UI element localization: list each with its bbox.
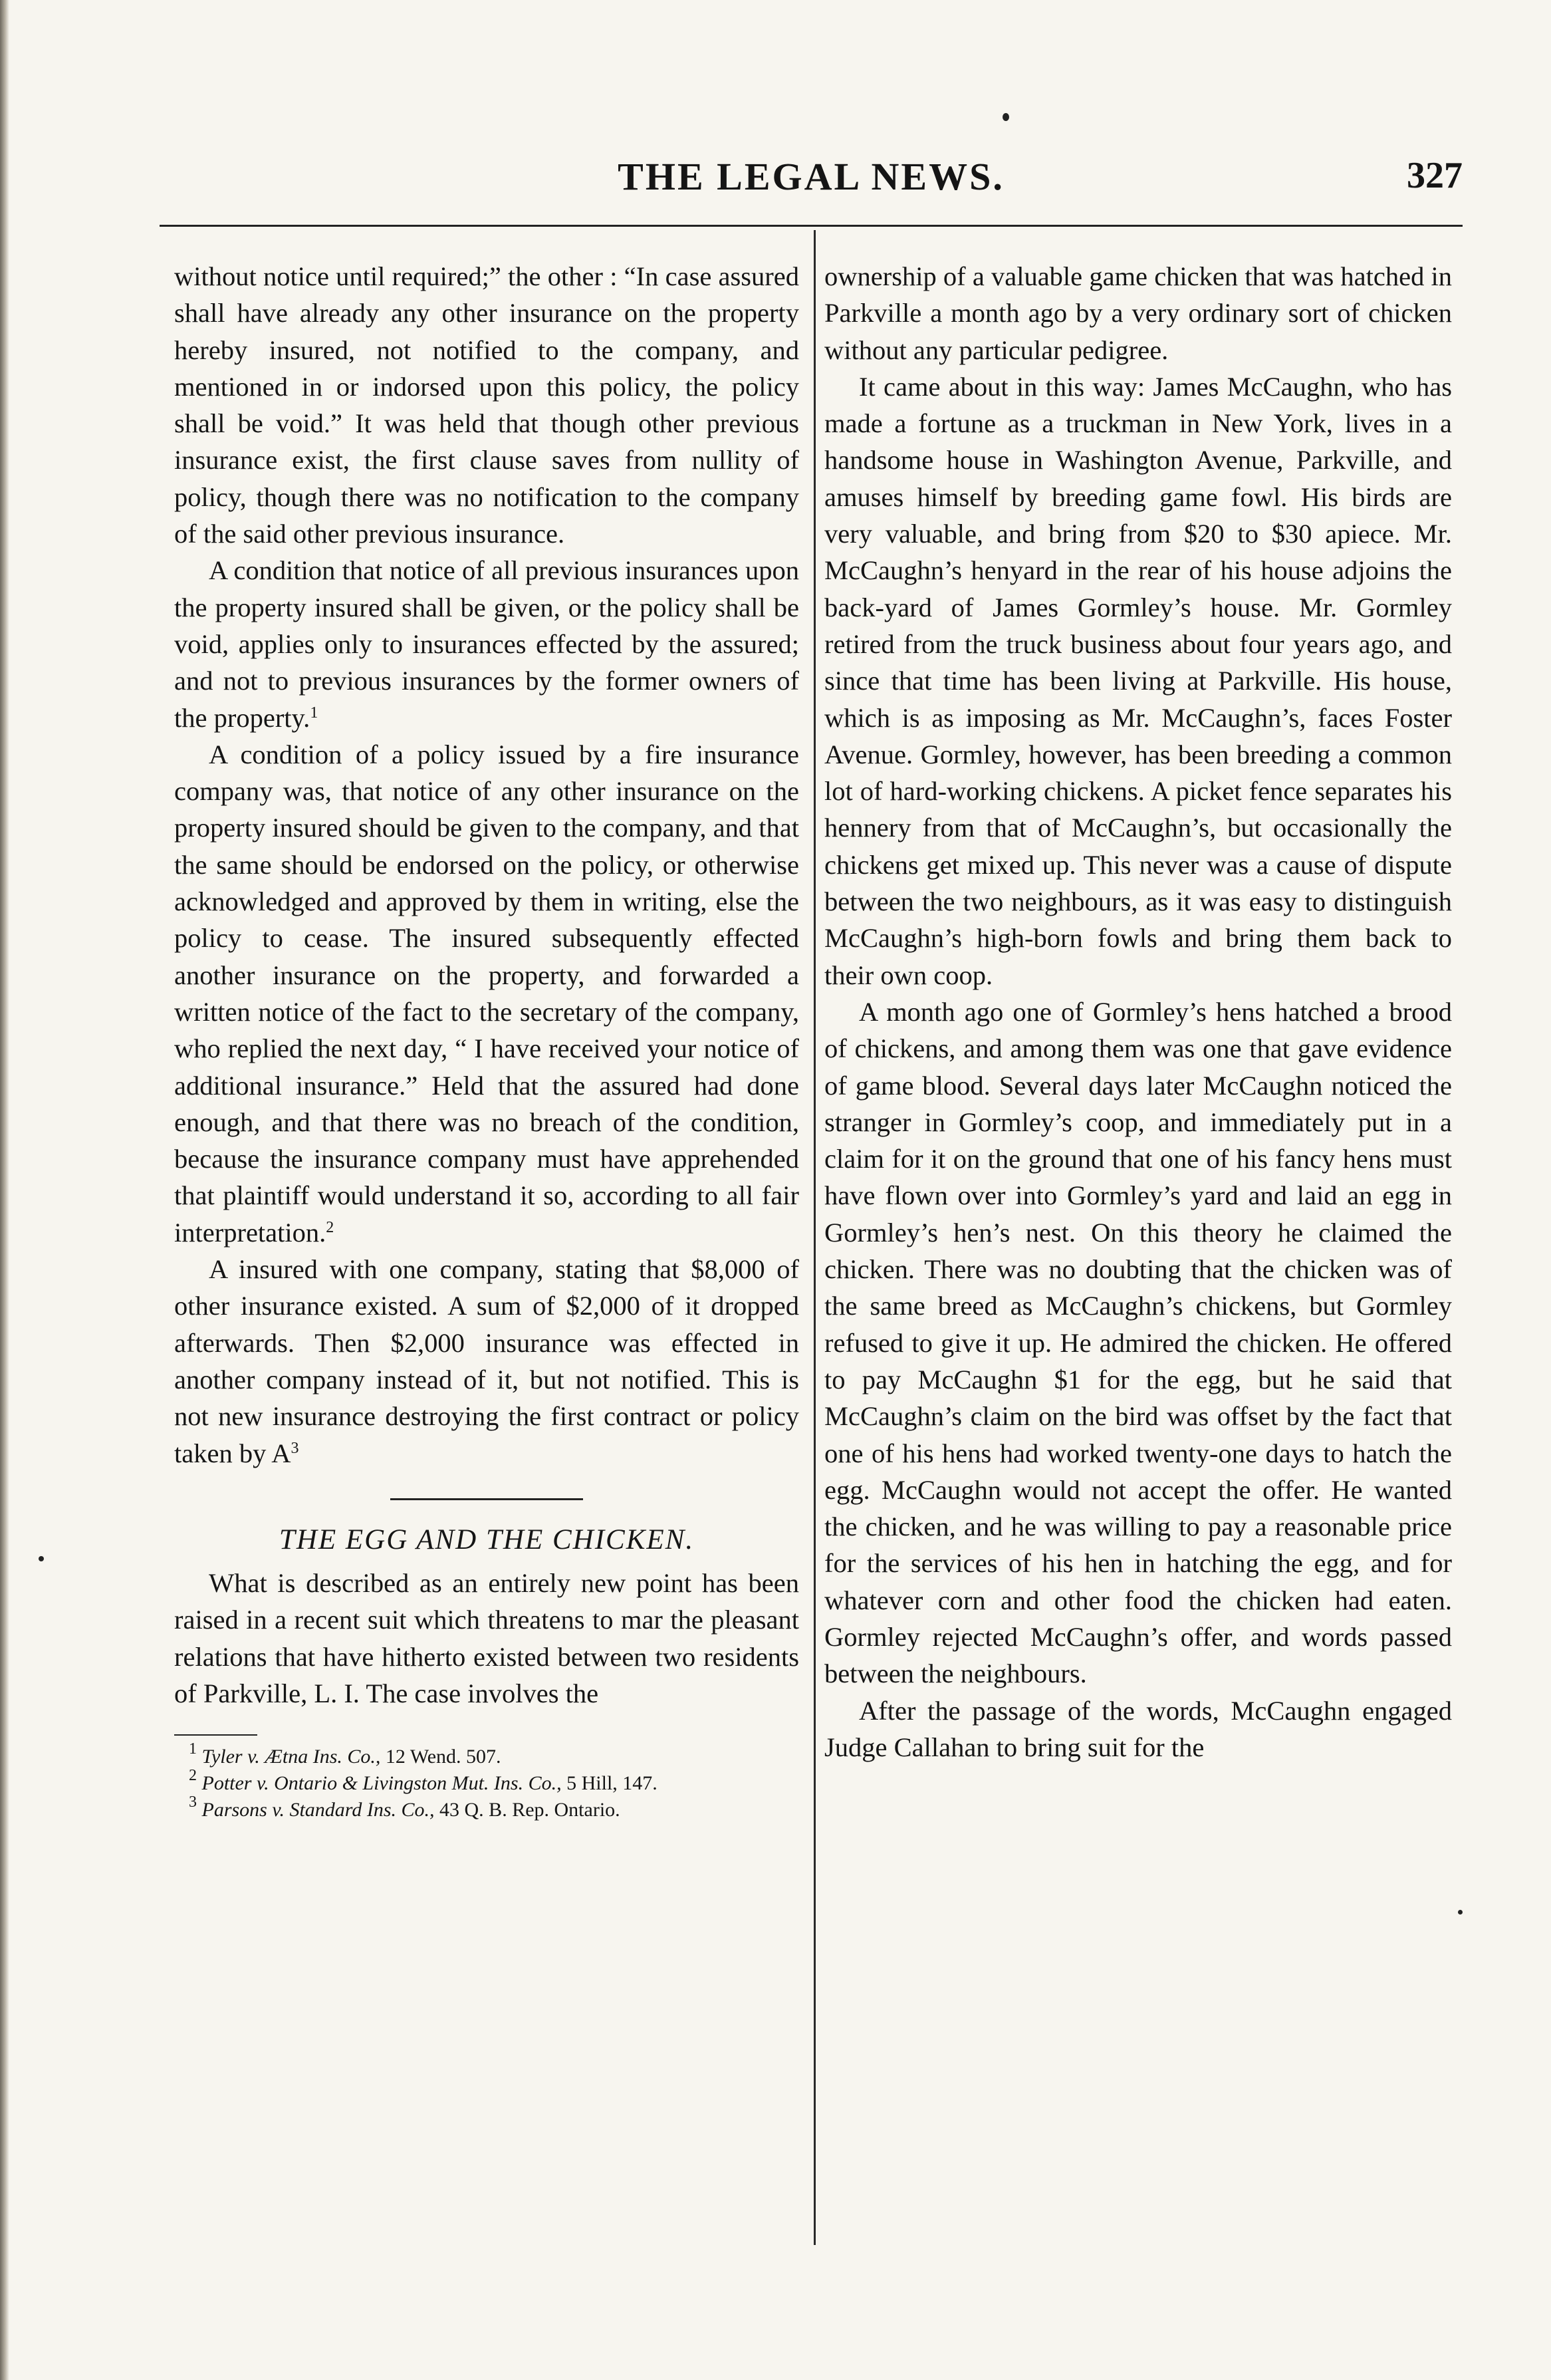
section-heading: THE EGG AND THE CHICKEN. (279, 1523, 695, 1555)
footnote: $^1$ Tyler v. Ætna Ins. Co., 12 Wend. 507. (189, 1740, 501, 1768)
paragraph: It came about in this way: James McCaughn, who has made a fortune as a truckman in New York, lives in a handsome house in Washington Avenue, Parkville, and amuses himself by breeding game fowl. His birds are very valuable, and bring from $20 to $30 apiece. Mr. McCaughn’s henyard in the rear of his house adjoins the back-yard of James Gormley’s house. Mr. Gormley retired from the truck business about four years ago, and since that time has been living at Parkville. His house, which is as imposing as Mr. McCaughn’s, faces Foster Avenue. Gormley, however, has been breeding a common lot of hard-working chickens. A picket fence separates his hennery from that of McCaughn’s, but occasionally the chickens get mixed up. This never was a cause of dispute between the two neighbours, as it was easy to distinguish McCaughn’s high-born fowls and bring them back to their own coop. (824, 371, 1452, 990)
footnotes (174, 1740, 799, 1823)
ink-speck (1458, 1910, 1463, 1915)
footnote-mark: 1 (310, 704, 318, 722)
paragraph: without notice until required;” the other : “In case assured shall have already any other insurance on the property hereby insured, not notified to the company, and mentioned in or indorsed upon this policy, the policy shall be void.” It was held that though other previous insurance exist, the first clause saves from nullity of policy, though there was no notification to the company of the said other previous insurance. (174, 261, 799, 549)
footnote-case: Potter v. Ontario & Livingston Mut. Ins. Co., (201, 1772, 562, 1795)
footnote-cite: 12 Wend. 507. (385, 1746, 501, 1768)
footnote-rule (174, 1734, 257, 1736)
ink-speck (39, 1556, 44, 1561)
footnote-case: Parsons v. Standard Ins. Co., (201, 1799, 435, 1821)
footnote-mark: 2 (326, 1218, 334, 1236)
footnote-mark: 3 (291, 1439, 299, 1457)
paragraph: After the passage of the words, McCaughn engaged Judge Callahan to bring suit for the (824, 1695, 1452, 1762)
paragraph: ownership of a valuable game chicken that was hatched in Parkville a month ago by a very ordinary sort of chicken without any particular pedigree. (824, 261, 1452, 365)
footnote-case: Tyler v. Ætna Ins. Co., (201, 1746, 381, 1768)
page-number: 327 (1407, 155, 1463, 196)
left-column (174, 258, 799, 1823)
paragraph: A condition of a policy issued by a fire insurance company was, that notice of any other insurance on the property insured should be given to the company, and that the same should be endorsed on the policy, or otherwise acknowledged and approved by them in writing, else the policy to cease. The insured subsequently effected another insurance on the property, and forwarded a written notice of the fact to the secretary of the company, who replied the next day, “ I have received your notice of additional insurance.” Held that the assured had done enough, and that there was no breach of the condition, because the insurance company must have apprehended that plaintiff would understand it so, according to all fair interpretation.$^2$ (174, 739, 799, 1248)
page-scan-edge (0, 0, 9, 2380)
header-rule (160, 225, 1463, 227)
paragraph: A month ago one of Gormley’s hens hatched a brood of chickens, and among them was one that gave evidence of game blood. Several days later McCaughn noticed the stranger in Gormley’s coop, and immediately put in a claim for it on the ground that one of his fancy hens must have flown over into Gormley’s yard and laid an egg in Gormley’s hen’s nest. On this theory he claimed the chicken. There was no doubting that the chicken was of the same breed as McCaughn’s chickens, but Gormley refused to give it up. He admired the chicken. He offered to pay McCaughn $1 for the egg, but he said that McCaughn’s claim on the bird was offset by the fact that one of his hens had worked twenty-one days to hatch the egg. McCaughn would not accept the offer. He wanted the chicken, and he was willing to pay a reasonable price for the services of his hen in hatching the egg, and for whatever corn and other food the chicken had eaten. Gormley rejected McCaughn’s offer, and words passed between the neighbours. (824, 996, 1452, 1689)
paragraph: What is described as an entirely new point has been raised in a recent suit which threatens to mar the pleasant relations that have hitherto existed between two residents of Parkville, L. I. The case involves the (174, 1568, 799, 1708)
paragraph: A insured with one company, stating that $8,000 of other insurance existed. A sum of $2,000 of it dropped afterwards. Then $2,000 insurance was effected in another company instead of it, but not notified. This is not new insurance destroying the first contract or policy taken by $A^3$ (174, 1254, 799, 1468)
footnote: $^2$ Potter v. Ontario & Livingston Mut. Ins. Co., 5 Hill, 147. (189, 1767, 657, 1795)
ink-speck (1003, 113, 1009, 121)
column-divider-rule (814, 230, 816, 2245)
paragraph: A condition that notice of all previous insurances upon the property insured shall be given, or the policy shall be void, applies only to insurances effected by the assured; and not to previous insurances by the former owners of the property.$^1$ (174, 555, 799, 733)
running-title: THE LEGAL NEWS. (618, 155, 1005, 198)
right-column (824, 258, 1452, 1766)
section-divider (390, 1498, 583, 1500)
page-header (160, 146, 1463, 206)
footnote-cite: 43 Q. B. Rep. Ontario. (439, 1799, 620, 1821)
footnote: $^3$ Parsons v. Standard Ins. Co., 43 Q. B. Rep. Ontario. (189, 1793, 620, 1821)
footnote-cite: 5 Hill, 147. (566, 1772, 657, 1795)
